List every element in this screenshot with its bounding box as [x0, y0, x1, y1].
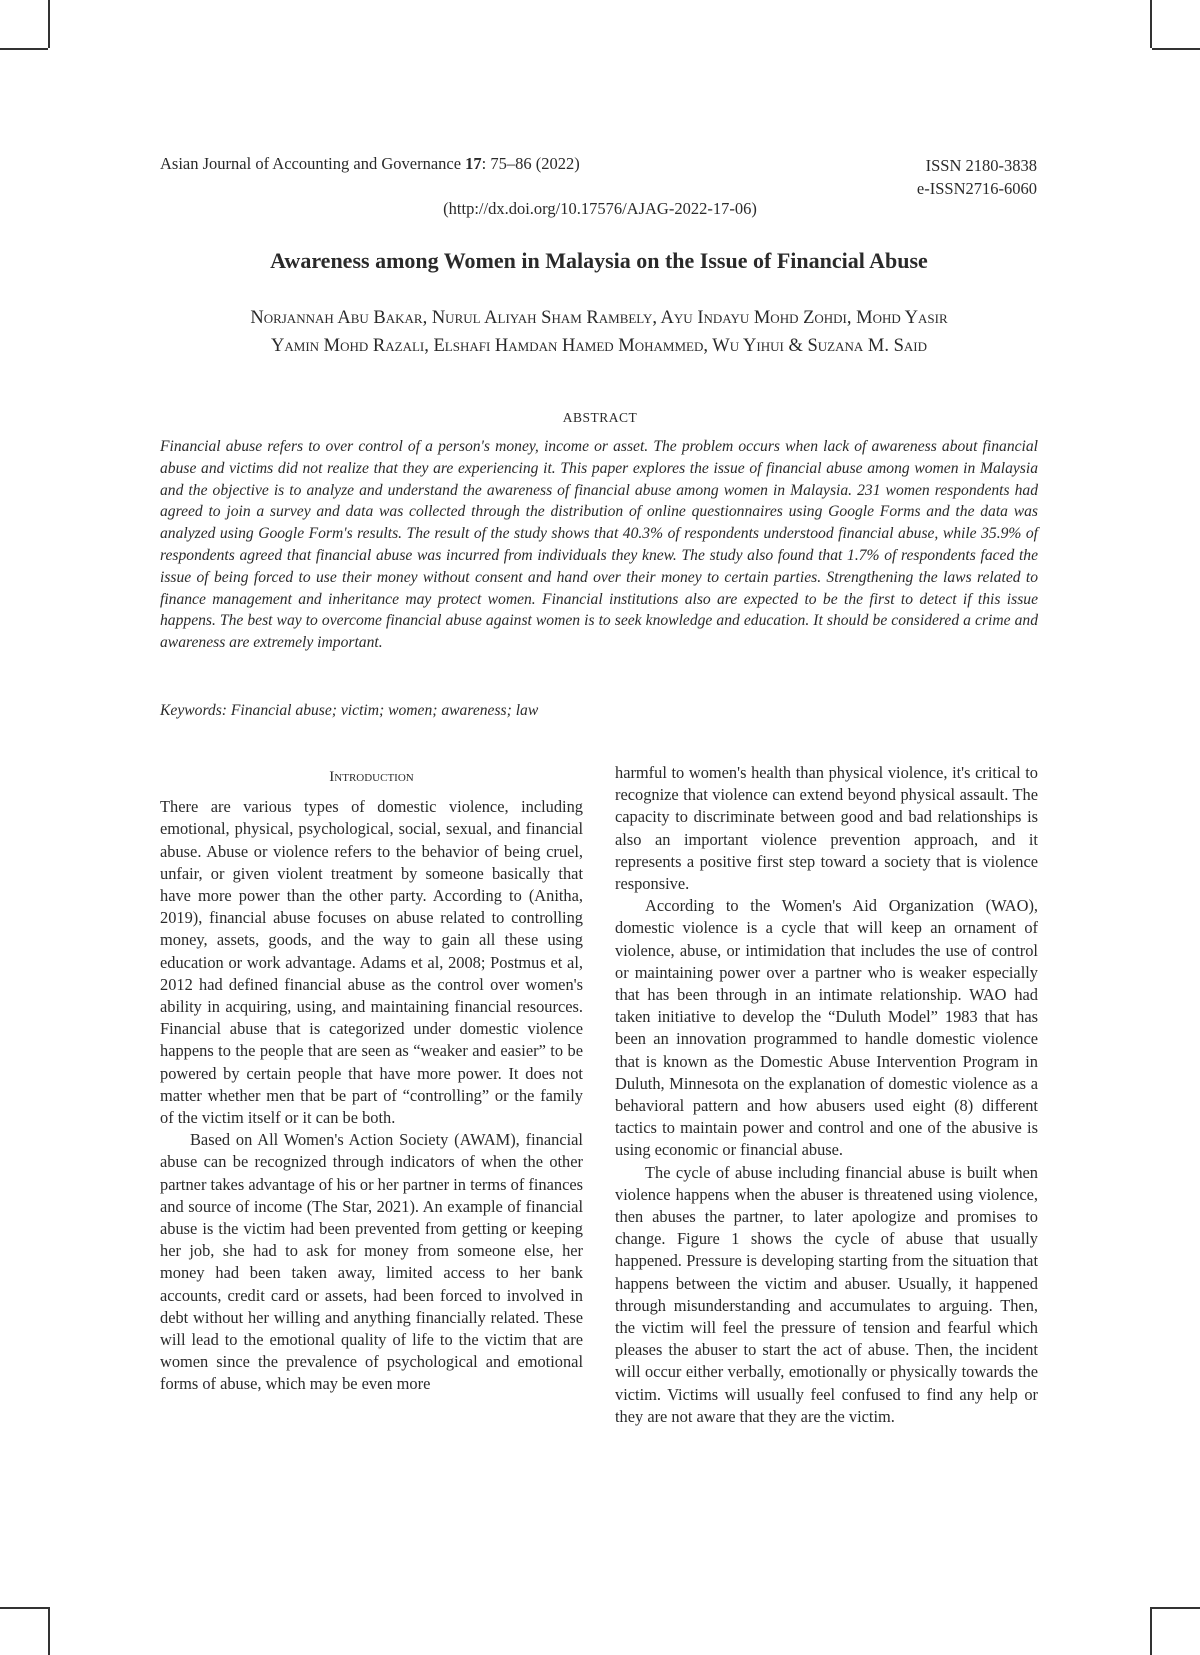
journal-name: Asian Journal of Accounting and Governance — [160, 154, 462, 173]
author-list — [160, 304, 1038, 360]
crop-mark — [1150, 0, 1152, 48]
intro-paragraph-3: According to the Women's Aid Organization (WAO), domestic violence is a cycle that will keep an ornament of violence, abuse, or intimidation that includes the use of control or maintaining power over a partner who is weaker especially that has been through in an intimate relationship. WAO had taken initiative to develop the “Duluth Model” 1983 that has been an innovation programmed to handle domestic violence that is known as the Domestic Abuse Intervention Program in Duluth, Minnesota on the explanation of domestic violence as a behavioral pattern and how abusers used eight (8) different tactics to maintain power and control and one of the abusive is using economic or financial abuse. — [615, 896, 1038, 1160]
column-left — [160, 760, 583, 1396]
crop-mark — [1152, 1607, 1200, 1609]
introduction-heading: Introduction — [329, 769, 414, 785]
intro-paragraph-4: The cycle of abuse including financial abuse is built when violence happens when the abuser is threatened using violence, then abuses the partner, to later apologize and promises to change. Figure 1 shows the cycle of abuse that usually happened. Pressure is developing starting from the situation that happens between the victim and abuser. Usually, it happened through misunderstanding and accumulates to arguing. Then, the victim will feel the pressure of tension and fearful which pleases the abuser to start the act of abuse. Then, the incident will occur either verbally, emotionally or physically towards the victim. Victims will usually feel confused to find any help or they are not aware that they are the victim. — [615, 1162, 1038, 1426]
paper-title: Awareness among Women in Malaysia on the Issue of Financial Abuse — [270, 248, 928, 273]
crop-mark — [1150, 1607, 1152, 1655]
keywords: Keywords: Financial abuse; victim; women; awareness; law — [160, 702, 539, 719]
journal-citation — [160, 154, 580, 174]
issn-block — [917, 154, 1037, 200]
journal-pages-year: : 75–86 (2022) — [481, 154, 580, 173]
column-right — [615, 762, 1038, 1428]
eissn: e-ISSN2716-6060 — [916, 179, 1037, 198]
crop-mark — [48, 1607, 50, 1655]
journal-volume: 17 — [465, 154, 482, 173]
intro-paragraph-2-continued: harmful to women's health than physical violence, it's critical to recognize that violence can extend beyond physical assault. The capacity to discriminate between good and bad relationships is also an important violence prevention approach, and it represents a positive first step toward a society that is violence responsive. — [615, 763, 1038, 894]
crop-mark — [1152, 48, 1200, 50]
authors-line-1: Norjannah Abu Bakar, Nurul Aliyah Sham Rambely, Ayu Indayu Mohd Zohdi, Mohd Yasir — [250, 308, 948, 328]
intro-paragraph-1: There are various types of domestic violence, including emotional, physical, psychological, social, sexual, and financial abuse. Abuse or violence refers to the behavior of being cruel, unfair, or given violent treatment by someone basically that have more power than the other party. According to (Anitha, 2019), financial abuse focuses on abuse related to controlling money, assets, goods, and the way to gain all these using education or work advantage. Adams et al, 2008; Postmus et al, 2012 had defined financial abuse as the control over women's ability in acquiring, using, and maintaining financial resources. Financial abuse that is categorized under domestic violence happens to the people that are seen as “weaker and easier” to be powered by certain people that have more power. It does not matter whether men that be part of “controlling” or the family of the victim itself or it can be both. — [160, 797, 583, 1128]
abstract-body: Financial abuse refers to over control of a person's money, income or asset. The problem occurs when lack of awareness about financial abuse and victims did not realize that they are experiencing it. This paper explores the issue of financial abuse among women in Malaysia and the objective is to analyze and understand the awareness of financial abuse among women in Malaysia. 231 women respondents had agreed to join a survey and data was collected through the distribution of online questionnaires using Google Forms and the data was analyzed using Google Form's results. The result of the study shows that 40.3% of respondents understood financial abuse, while 35.9% of respondents agreed that financial abuse was incurred from individuals they knew. The study also found that 1.7% of respondents faced the issue of being forced to use their money without consent and hand over their money to certain parties. Strengthening the laws related to finance management and inheritance may protect women. Financial institutions also are expected to be the first to detect if this issue happens. The best way to overcome financial abuse against women is to seek knowledge and education. It should be considered a crime and awareness are extremely important. — [160, 438, 1038, 652]
issn: ISSN 2180-3838 — [925, 156, 1037, 175]
crop-mark — [48, 0, 50, 48]
crop-mark — [0, 1607, 48, 1609]
doi-link[interactable]: (http://dx.doi.org/10.17576/AJAG-2022-17-06) — [443, 199, 757, 218]
crop-mark — [0, 48, 48, 50]
authors-line-2: Yamin Mohd Razali, Elshafi Hamdan Hamed Mohammed, Wu Yihui & Suzana M. Said — [271, 336, 927, 356]
intro-paragraph-2: Based on All Women's Action Society (AWAM), financial abuse can be recognized through indicators of when the other partner takes advantage of his or her partner in terms of finances and source of income (The Star, 2021). An example of financial abuse is the victim had been prevented from getting or keeping her job, she had to ask for money from someone else, her money had been taken away, limited access to her bank accounts, credit card or assets, had been forced to involved in debt without her willing and anything financially related. These will lead to the emotional quality of life to the victim that are women since the prevalence of psychological and emotional forms of abuse, which may be even more — [160, 1130, 583, 1394]
abstract-heading: ABSTRACT — [562, 410, 638, 425]
